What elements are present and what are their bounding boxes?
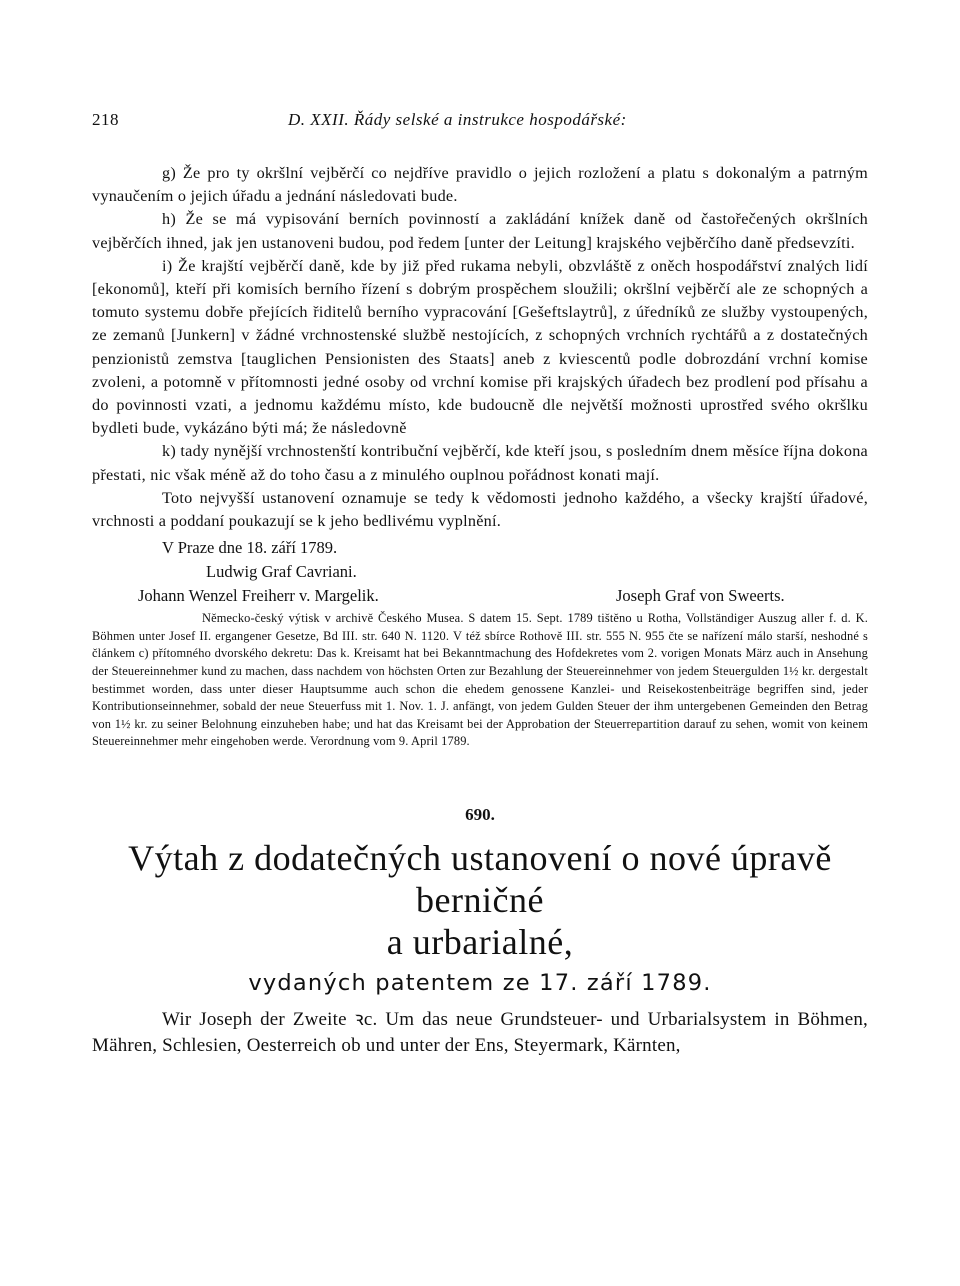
section-body: Wir Joseph der Zweite ꝛc. Um das neue Grundsteuer- und Urbarialsystem in Böhmen, Mähren, Schlesien, Oesterreich ob und unter der Ens, Steyermark, Kärnten, xyxy=(92,1009,868,1056)
section-title xyxy=(92,837,868,963)
signature-row xyxy=(92,584,868,608)
section-title-line1: Výtah z dodatečných ustanovení o nové úpravě berničné xyxy=(128,838,832,920)
running-title: D. XXII. Řády selské a instrukce hospodářské: xyxy=(288,110,627,129)
section-title-line2: a urbarialné, xyxy=(386,922,574,962)
paragraph-h: h) Že se má vypisování berních povinností a zakládání knížek daně od častořečených okršlních vejběrčích ihned, jak jen ustanoveni budou, pod ředem [unter der Leitung] krajského vejběrčího daně předsevzíti. xyxy=(92,210,868,252)
page-number: 218 xyxy=(92,110,119,129)
paragraph-i: i) Že krajští vejběrčí daně, kde by již před rukama nebyli, obzvláště z oněch hospodářství znalých lidí [ekonomů], kteří při komisích berního řízení s dobrým prospěchem sloužili; okršlní vejběrčí ale ze schopných a tomuto systemu dobře přejících řiditelů berního vypracování [Gešeftslaytrů], z úředníků ze služby vystoupených, ze zemanů [Junkern] v žádné vrchnostenské službě nestojících, z schopných vrchních rychtářů a z dostatečných penzionistů zemstva [tauglichen Pensionisten des Staats] aneb z kviescentů podle dobrozdání vrchní komise zvoleni, a potomně v přítomnosti jedné osoby od vrchní komise při krajských úřadech bez prodlení pod přísahu a do povinnosti vzati, a jednomu každému místo, kde budoucně dle největší možnosti uprostřed svého okršlku bydleti bude, vykázáno býti má; že následovně xyxy=(92,256,868,438)
paragraph-announcement: Toto nejvyšší ustanovení oznamuje se tedy k vědomosti jednoho každého, a všecky krajští úřadové, vrchnosti a poddaní poukazují se k jeho bedlivému vyplnění. xyxy=(92,488,868,531)
date-line: V Praze dne 18. září 1789. xyxy=(162,538,338,558)
signature-margelik: Johann Wenzel Freiherr v. Margelik. xyxy=(138,586,379,606)
signature-sweerts: Joseph Graf von Sweerts. xyxy=(616,586,785,606)
page-header xyxy=(92,110,868,132)
paragraph-g: g) Že pro ty okršlní vejběrčí co nejdříve pravidlo o jejich rozložení a platu s dokonalým a patrným vynaučením o jejich úřadu a jednání následovati bude. xyxy=(92,164,868,206)
footnote: Německo-český výtisk v archivě Českého Musea. S datem 15. Sept. 1789 tištěno u Rotha, Vollständiger Auszug aller f. d. K. Böhmen unter Josef II. ergangener Gesetze, Bd III. str. 640 N. 1120. V též sbírce Rothově III. str. 555 N. 955 čte se nařízení málo starší, neshodné s článkem c) přítomného dvorského dekretu: Das k. Kreisamt hat bei Bekanntmachung des Hofdekretes vom 2. vorigen Monats März auch in Ansehung der Steuereinnehmer kund zu machen, dass nachdem von höchsten Orten zur Bezahlung der Steuereinnehmer von jedem Steuergulden 1½ kr. dergestalt bestimmet worden, dass unter dieser Hauptsumme auch schon die ehedem genossene Kanzlei- und Reisekostenbeiträge begriffen sind, jeder Kontributionseinnehmer, sobald der neue Steuerfuss mit 1. Nov. 1. J. anfängt, von jedem Gulden Steuer der ihm untergebenen Gemeinden den Betrag von 1½ kr. zu seiner Belohnung einzuheben habe; und hat das Kreisamt bei der Approbation der Steuerrepartition darauf zu sehen, womit von keinem Steuereinnehmer mehr eingehoben werde. Verordnung vom 9. April 1789. xyxy=(92,611,868,749)
section-subtitle: vydaných patentem ze 17. září 1789. xyxy=(248,970,712,996)
signature-cavriani: Ludwig Graf Cavriani. xyxy=(206,562,357,582)
section-number: 690. xyxy=(465,805,495,824)
document-page xyxy=(92,110,868,1078)
paragraph-k: k) tady nynější vrchnostenští kontribuční vejběrčí, kde kteří jsou, s posledním dnem měsíce října dokona přestati, nic však méně až do toho času a z minulého ouplnou pořádnost konati mají. xyxy=(92,442,868,484)
